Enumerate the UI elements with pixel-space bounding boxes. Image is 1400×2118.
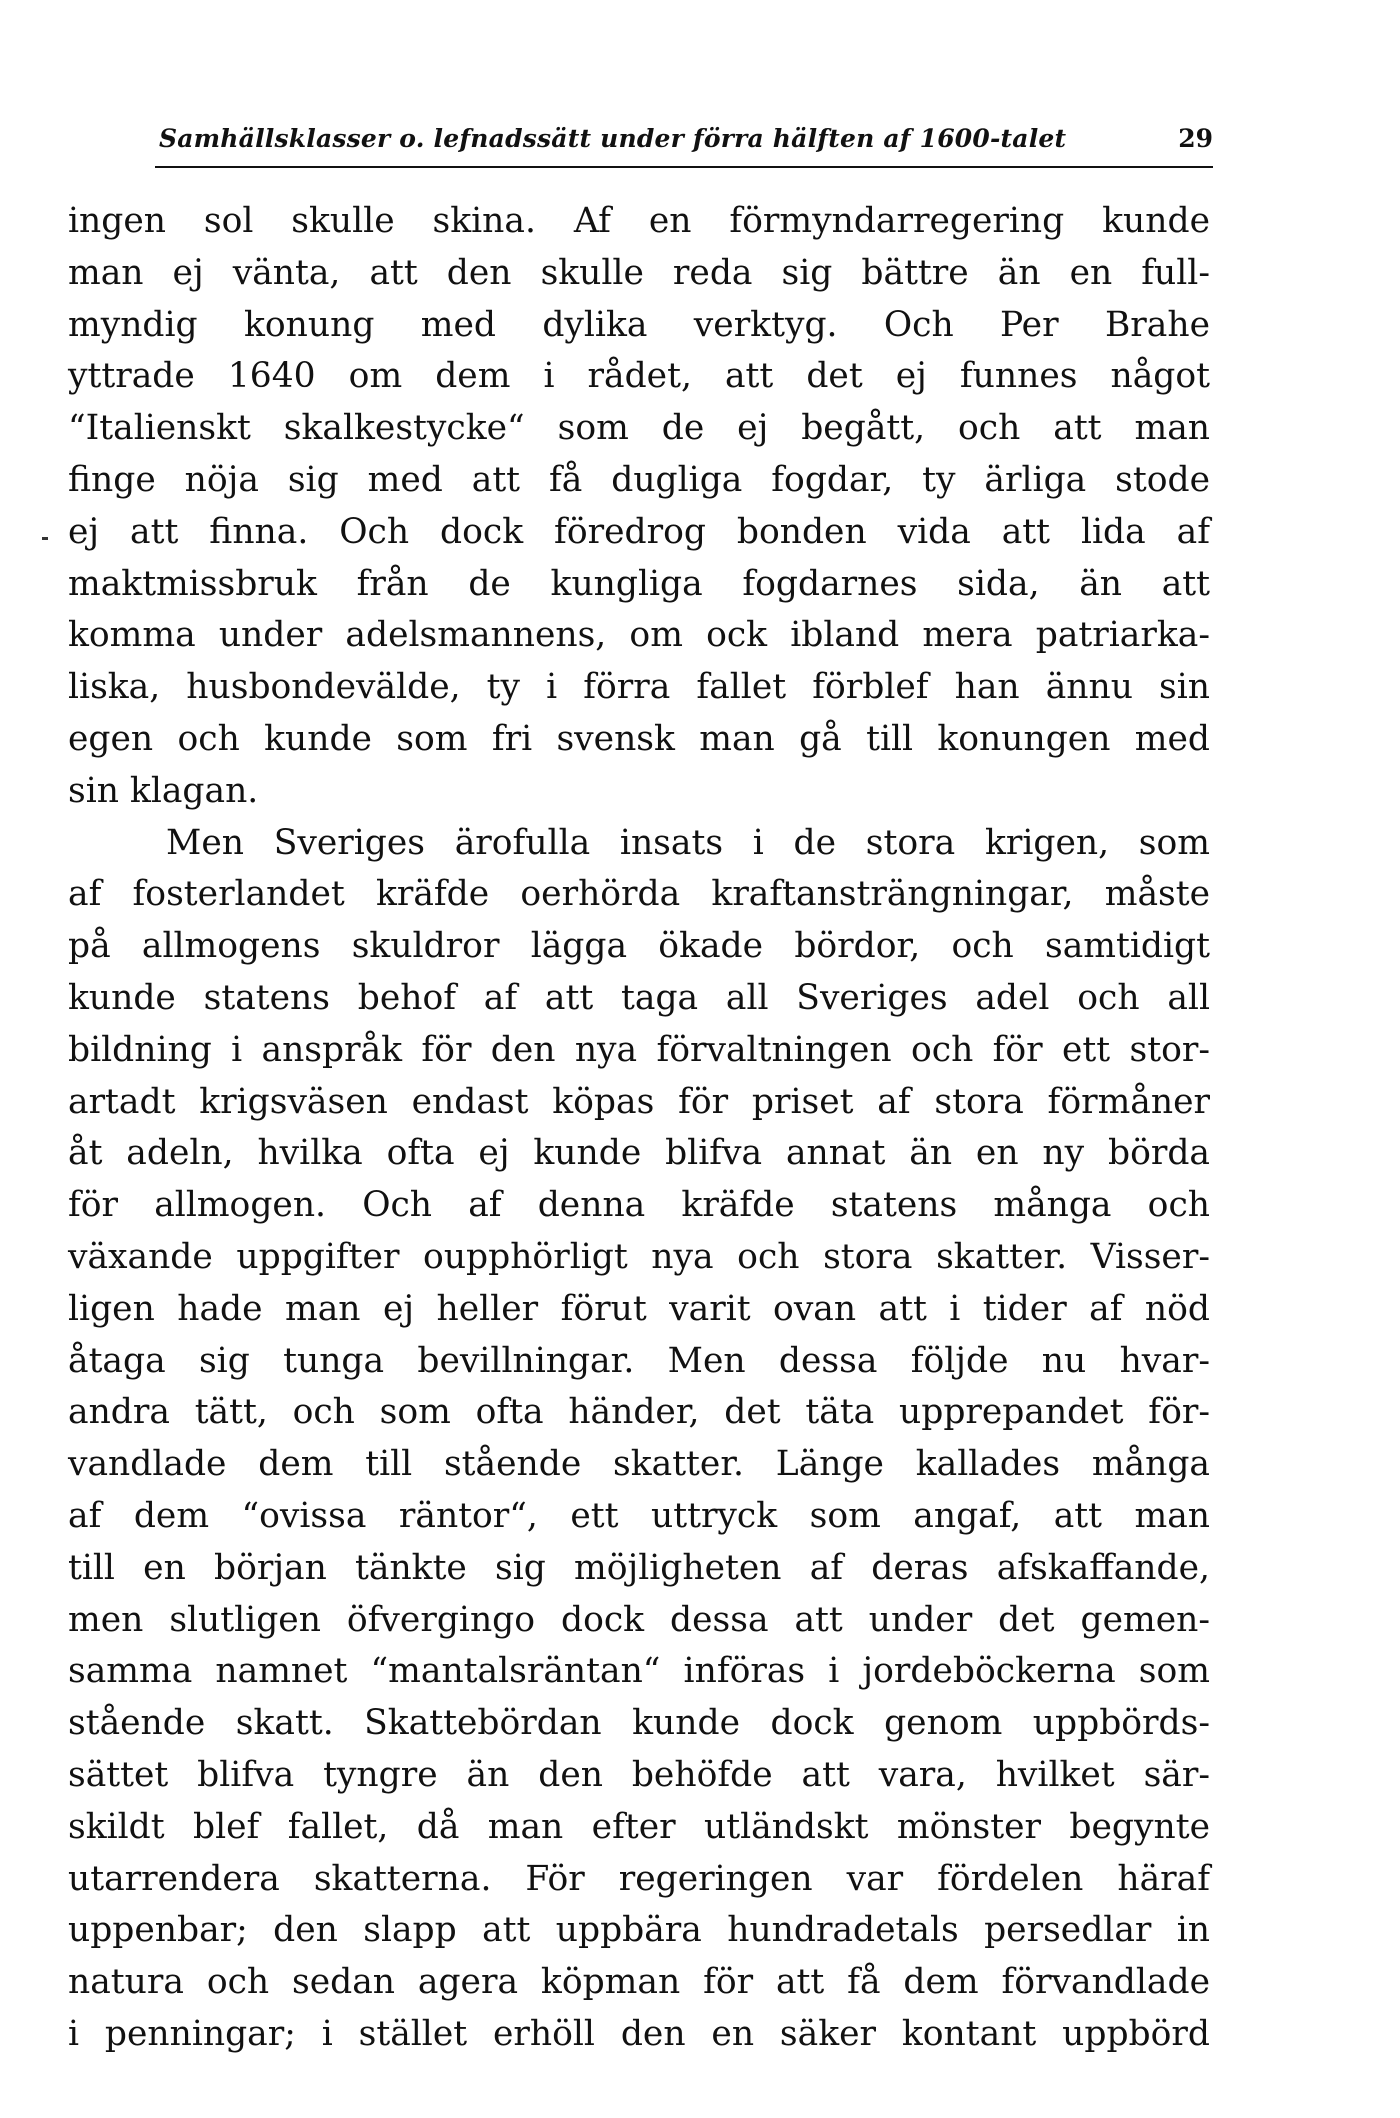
- text-line: växande uppgifter oupphörligt nya och stora skatter. Visser-: [68, 1236, 1210, 1277]
- text-line: sättet blifva tyngre än den behöfde att vara, hvilket sär-: [68, 1754, 1210, 1795]
- margin-mark: [42, 537, 48, 540]
- page-number: 29: [1178, 124, 1213, 153]
- text-line: stående skatt. Skattebördan kunde dock genom uppbörds-: [68, 1703, 1210, 1744]
- text-line: åtaga sig tunga bevillningar. Men dessa följde nu hvar-: [68, 1340, 1210, 1381]
- text-line: till en början tänkte sig möjligheten af deras afskaffande,: [68, 1547, 1210, 1588]
- text-line: yttrade 1640 om dem i rådet, att det ej funnes något: [68, 356, 1210, 397]
- text-line: maktmissbruk från de kungliga fogdarnes sida, än att: [68, 563, 1210, 604]
- paragraph-start-line: Men Sveriges ärofulla insats i de stora krigen, som: [166, 822, 1210, 863]
- text-line: myndig konung med dylika verktyg. Och Per Brahe: [68, 304, 1210, 345]
- text-line: af fosterlandet kräfde oerhörda kraftansträngningar, måste: [68, 874, 1210, 915]
- text-line: på allmogens skuldror lägga ökade bördor, och samtidigt: [68, 926, 1210, 967]
- paragraph-end-line: sin klagan.: [68, 770, 259, 811]
- text-line: artadt krigsväsen endast köpas för priset af stora förmåner: [68, 1081, 1210, 1122]
- text-line: utarrendera skatterna. För regeringen var fördelen häraf: [68, 1858, 1210, 1899]
- text-line: man ej vänta, att den skulle reda sig bättre än en full-: [68, 252, 1210, 293]
- text-line: ingen sol skulle skina. Af en förmyndarregering kunde: [68, 201, 1210, 241]
- text-line: af dem “ovissa räntor“, ett uttryck som angaf, att man: [68, 1495, 1210, 1536]
- text-line: samma namnet “mantalsräntan“ införas i jordeböckerna som: [68, 1651, 1210, 1692]
- text-line: vandlade dem till stående skatter. Länge kallades många: [68, 1444, 1210, 1485]
- text-line: uppenbar; den slapp att uppbära hundradetals persedlar in: [68, 1910, 1210, 1951]
- text-line: natura och sedan agera köpman för att få dem förvandlade: [68, 1962, 1210, 2003]
- text-line: liska, husbondevälde, ty i förra fallet förblef han ännu sin: [68, 667, 1210, 708]
- text-line: skildt blef fallet, då man efter utländskt mönster begynte: [68, 1806, 1210, 1847]
- text-line: kunde statens behof af att taga all Sveriges adel och all: [68, 977, 1210, 1018]
- text-line: men slutligen öfvergingo dock dessa att under det gemen-: [68, 1599, 1210, 1640]
- text-line: egen och kunde som fri svensk man gå till konungen med: [68, 718, 1210, 759]
- text-line: i penningar; i stället erhöll den en säker kontant uppbörd: [68, 2013, 1210, 2054]
- text-line: ligen hade man ej heller förut varit ovan att i tider af nöd: [68, 1288, 1210, 1329]
- text-line: komma under adelsmannens, om ock ibland mera patriarka-: [68, 615, 1210, 656]
- running-header: [155, 124, 1213, 168]
- running-title: Samhällsklasser o. lefnadssätt under förra hälften af 1600-talet: [159, 124, 1067, 153]
- text-line: ej att finna. Och dock föredrog bonden vida att lida af: [68, 511, 1210, 552]
- text-line: finge nöja sig med att få dugliga fogdar, ty ärliga stode: [68, 459, 1210, 500]
- text-line: andra tätt, och som ofta händer, det täta upprepandet för-: [68, 1392, 1210, 1433]
- text-line: åt adeln, hvilka ofta ej kunde blifva annat än en ny börda: [68, 1133, 1210, 1174]
- text-line: “Italienskt skalkestycke“ som de ej begått, och att man: [68, 408, 1210, 449]
- text-line: för allmogen. Och af denna kräfde statens många och: [68, 1185, 1210, 1226]
- body-text: [68, 196, 1210, 2061]
- text-line: bildning i anspråk för den nya förvaltningen och för ett stor-: [68, 1029, 1210, 1070]
